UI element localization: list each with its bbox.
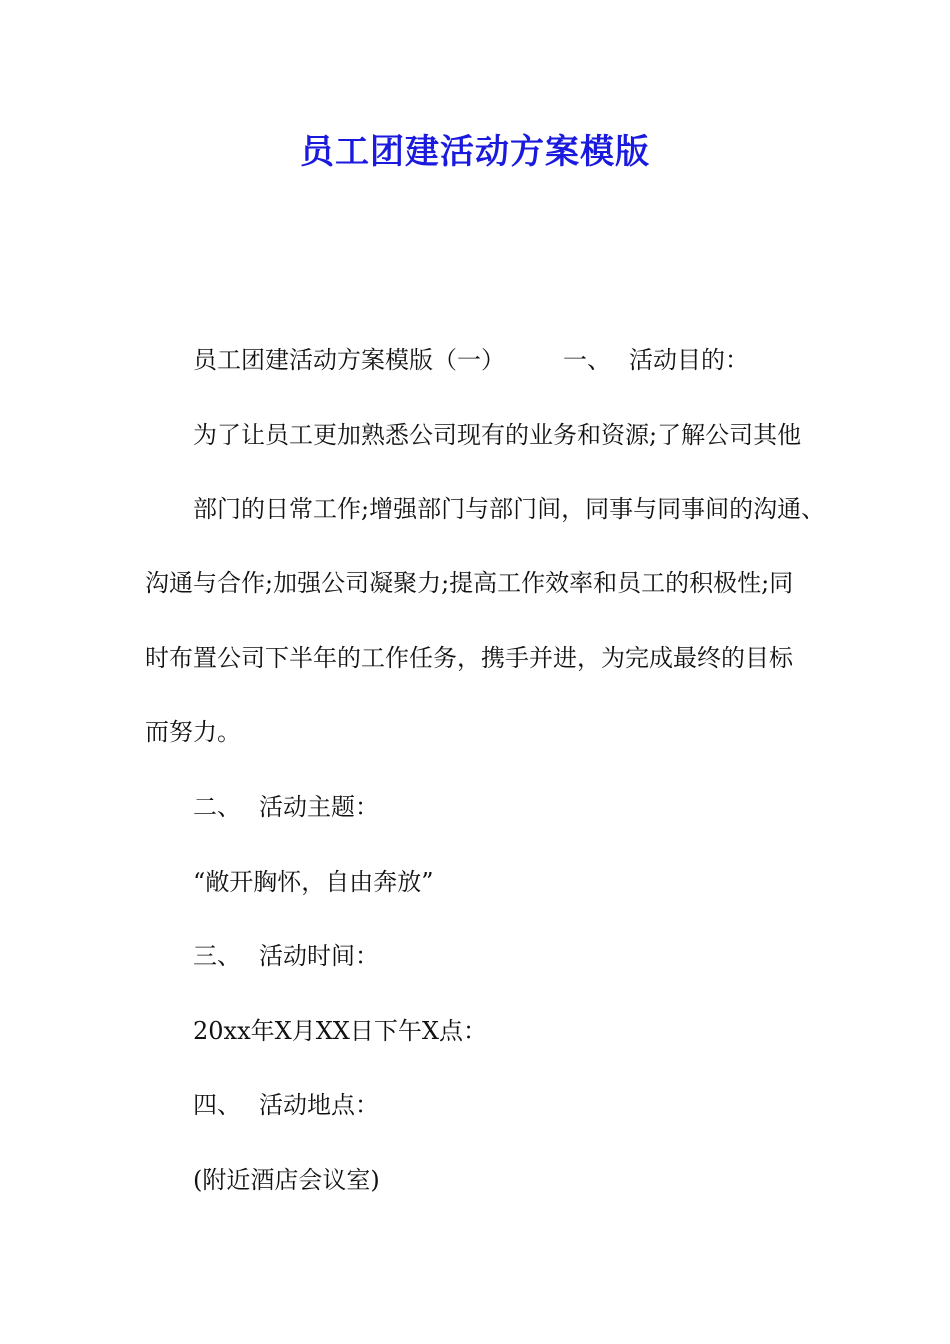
location-text: (附近酒店会议室)	[193, 1166, 380, 1194]
intro-line	[193, 343, 749, 377]
purpose-line-1: 为了让员工更加熟悉公司现有的业务和资源;了解公司其他	[193, 421, 802, 449]
section-2-heading: 活动主题：	[259, 793, 379, 821]
section-1-heading: 活动目的：	[629, 346, 749, 374]
section-2-line	[193, 790, 379, 824]
theme-text: “敞开胸怀，自由奔放”	[193, 868, 434, 896]
section-3-number: 三、	[193, 942, 241, 970]
section-2-number: 二、	[193, 793, 241, 821]
purpose-line-2: 部门的日常工作;增强部门与部门间，同事与同事间的沟通、	[193, 495, 826, 523]
section-3-line	[193, 939, 379, 973]
section-4-number: 四、	[193, 1091, 241, 1119]
document-title: 员工团建活动方案模版	[300, 132, 650, 172]
section-3-heading: 活动时间：	[259, 942, 379, 970]
purpose-line-4: 时布置公司下半年的工作任务，携手并进，为完成最终的目标	[145, 644, 793, 672]
time-text: 20xx年X月XX日下午X点：	[193, 1017, 487, 1045]
purpose-line-5: 而努力。	[145, 718, 241, 746]
purpose-line-3: 沟通与合作;加强公司凝聚力;提高工作效率和员工的积极性;同	[145, 569, 794, 597]
section-1-number: 一、	[563, 346, 611, 374]
section-4-heading: 活动地点：	[259, 1091, 379, 1119]
intro-heading: 员工团建活动方案模版（一）	[193, 346, 505, 374]
section-4-line	[193, 1088, 379, 1122]
